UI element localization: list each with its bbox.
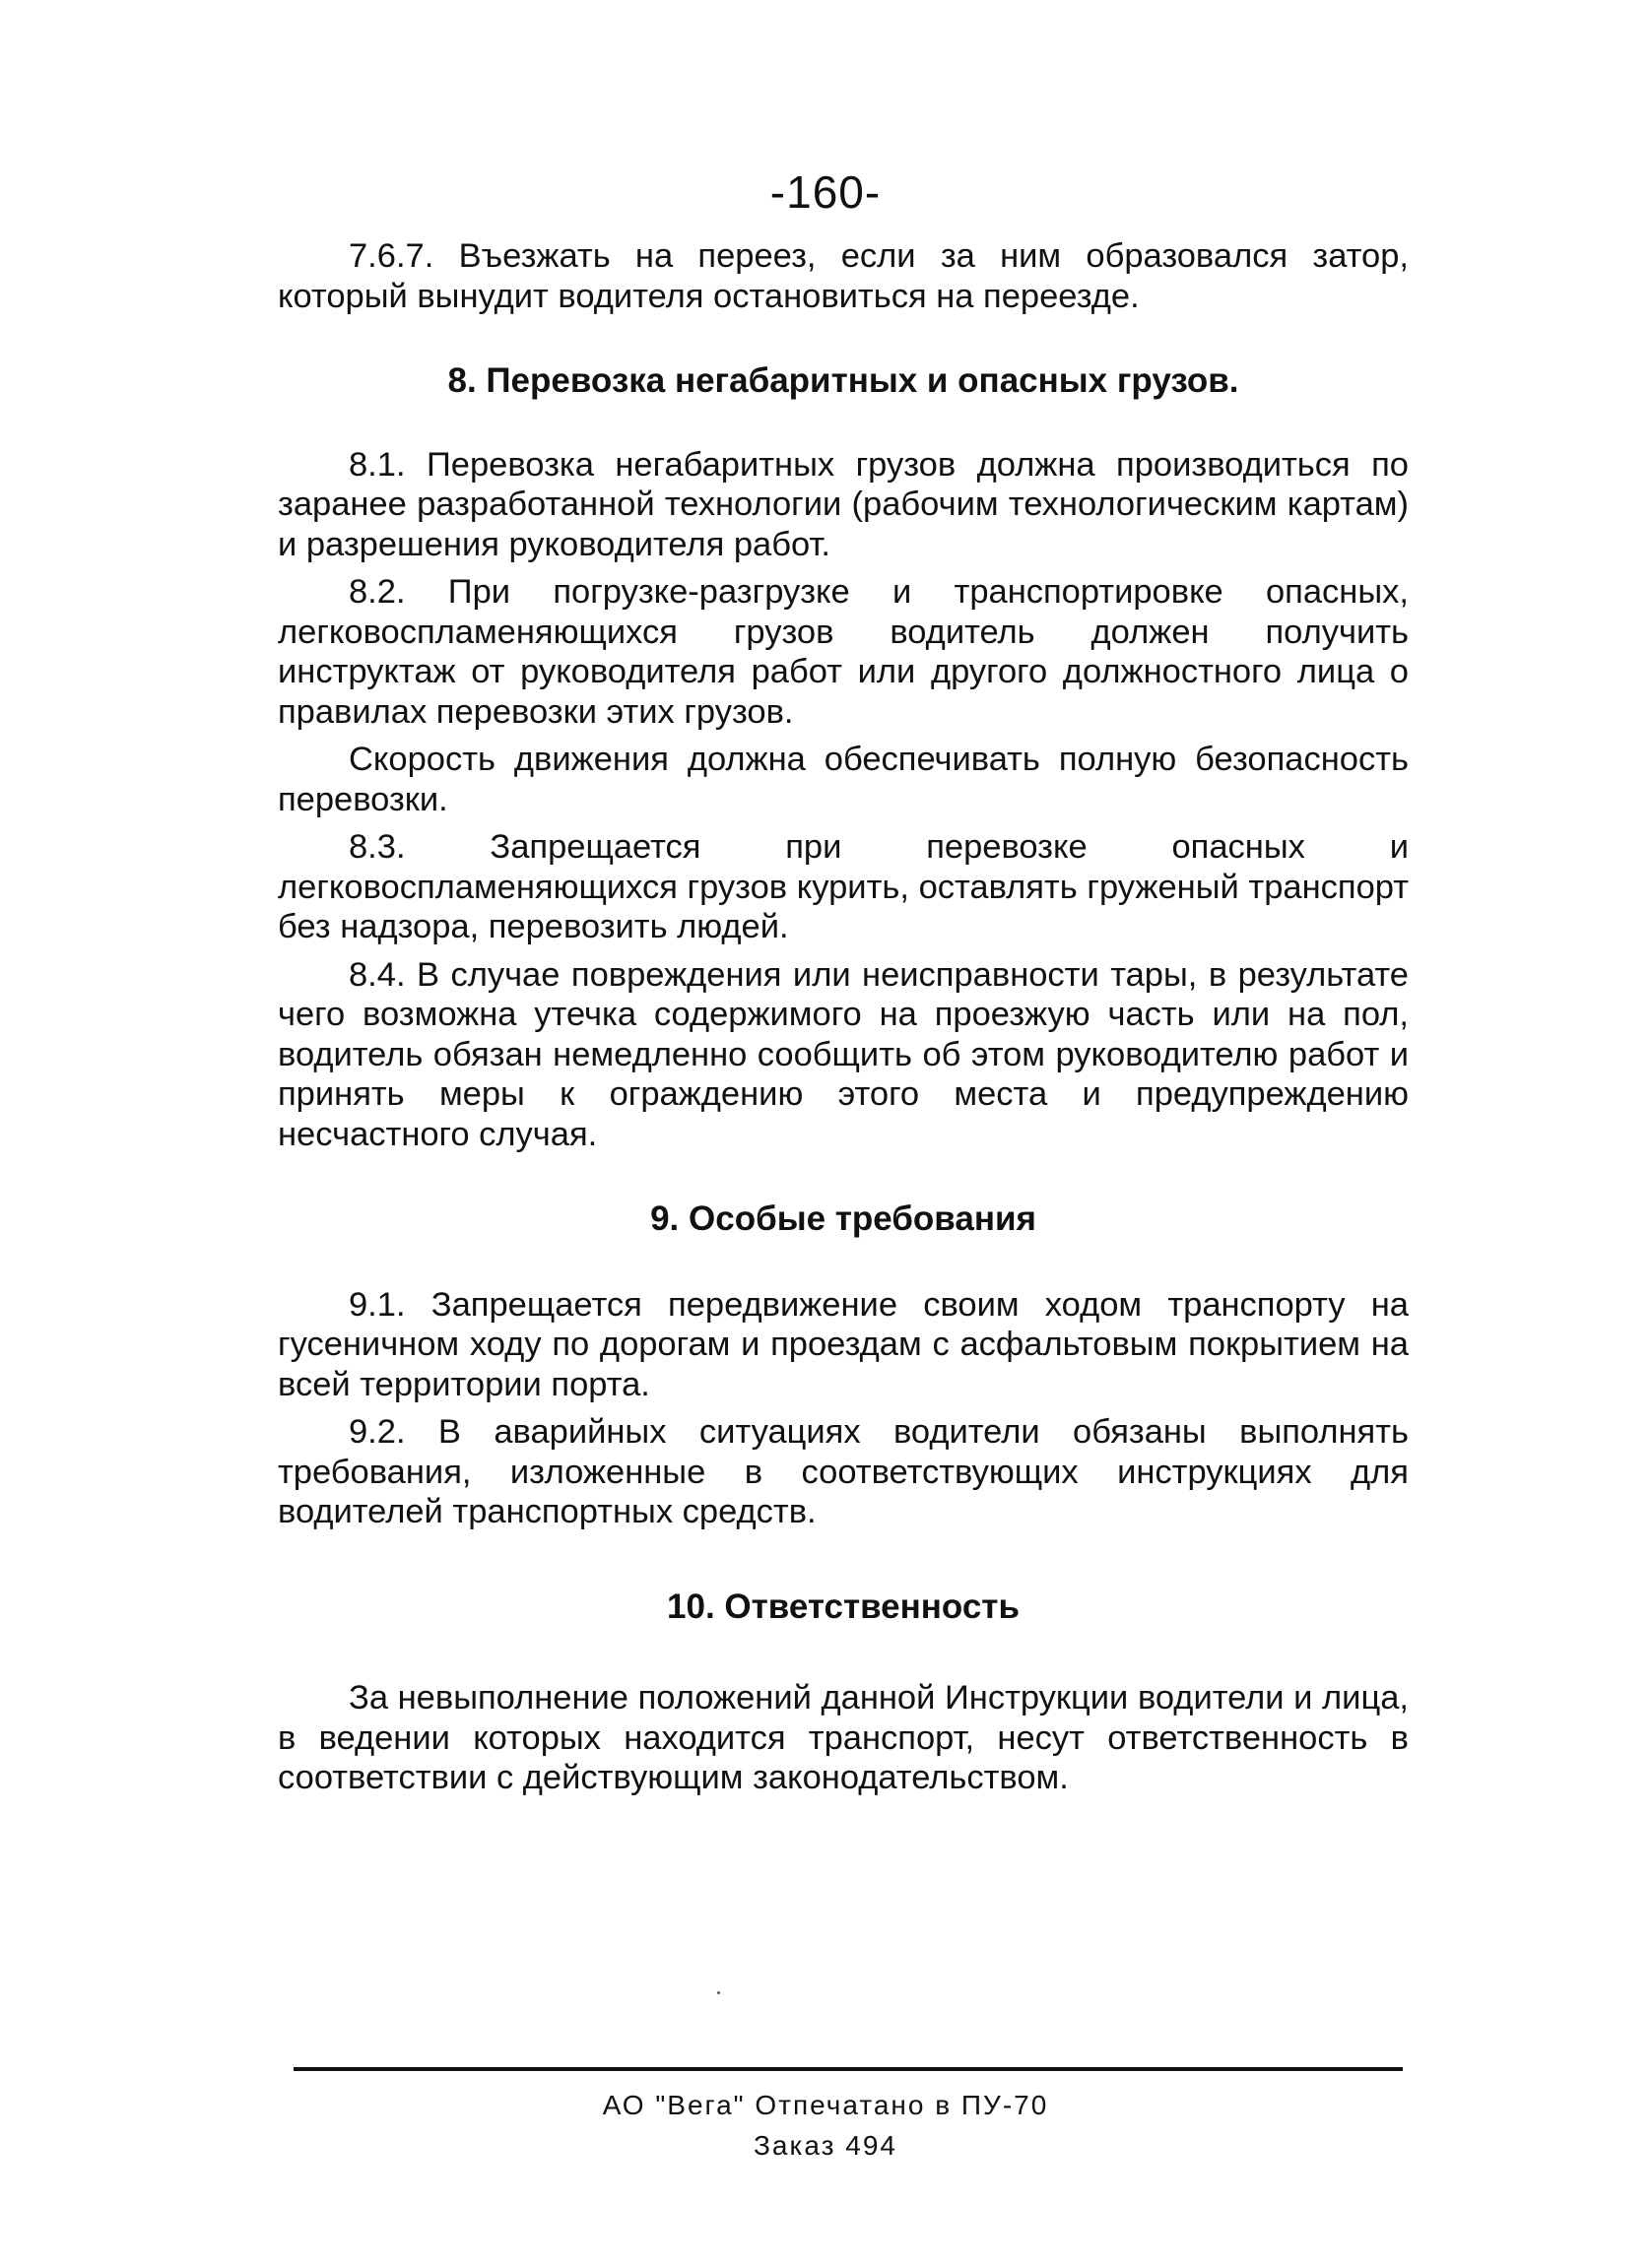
- paragraph-8-2: 8.2. При погрузке-разгрузке и транспортировке опасных, легковоспламеняющихся грузов водитель должен получить инструктаж от руководителя работ или другого должностного лица о правилах перевозки этих грузов.: [278, 573, 1409, 731]
- section-10-heading: 10. Ответственность: [667, 1587, 1020, 1626]
- section-9-heading: 9. Особые требования: [650, 1199, 1036, 1238]
- footer-order-number: Заказ 494: [754, 2130, 897, 2161]
- page-number: -160-: [769, 166, 882, 218]
- paragraph-8-3: 8.3. Запрещается при перевозке опасных и легковоспламеняющихся грузов курить, оставлять груженый транспорт без надзора, перевозить людей.: [278, 828, 1409, 945]
- paragraph-7-6-7: 7.6.7. Въезжать на переез, если за ним образовался затор, который вынудит водителя остановиться на переезде.: [278, 237, 1409, 315]
- paragraph-10: За невыполнение положений данной Инструкции водители и лица, в ведении которых находится транспорт, несут ответственность в соответствии с действующим законодательством.: [278, 1679, 1409, 1796]
- paragraph-9-1: 9.1. Запрещается передвижение своим ходом транспорту на гусеничном ходу по дорогам и проездам с асфальтовым покрытием на всей территории порта.: [278, 1285, 1409, 1403]
- document-body: [278, 236, 1409, 1798]
- footer-divider: [294, 2067, 1403, 2071]
- paragraph-8-4: 8.4. В случае повреждения или неисправности тары, в результате чего возможна утечка содержимого на проезжую часть или на пол, водитель обязан немедленно сообщить об этом руководителю работ и принять меры к ограждению этого места и предупреждению несчастного случая.: [278, 955, 1409, 1153]
- footer-imprint: АО "Вега" Отпечатано в ПУ-70: [602, 2090, 1049, 2120]
- paragraph-8-1: 8.1. Перевозка негабаритных грузов должна производиться по заранее разработанной технологии (рабочим технологическим картам) и разрешения руководителя работ.: [278, 445, 1409, 563]
- paragraph-8-2-speed: Скорость движения должна обеспечивать полную безопасность перевозки.: [278, 741, 1409, 818]
- scan-speck: [717, 1991, 720, 1994]
- paragraph-9-2: 9.2. В аварийных ситуациях водители обязаны выполнять требования, изложенные в соответствующих инструкциях для водителей транспортных средств.: [278, 1413, 1409, 1530]
- section-8-heading: 8. Перевозка негабаритных и опасных грузов.: [447, 361, 1239, 400]
